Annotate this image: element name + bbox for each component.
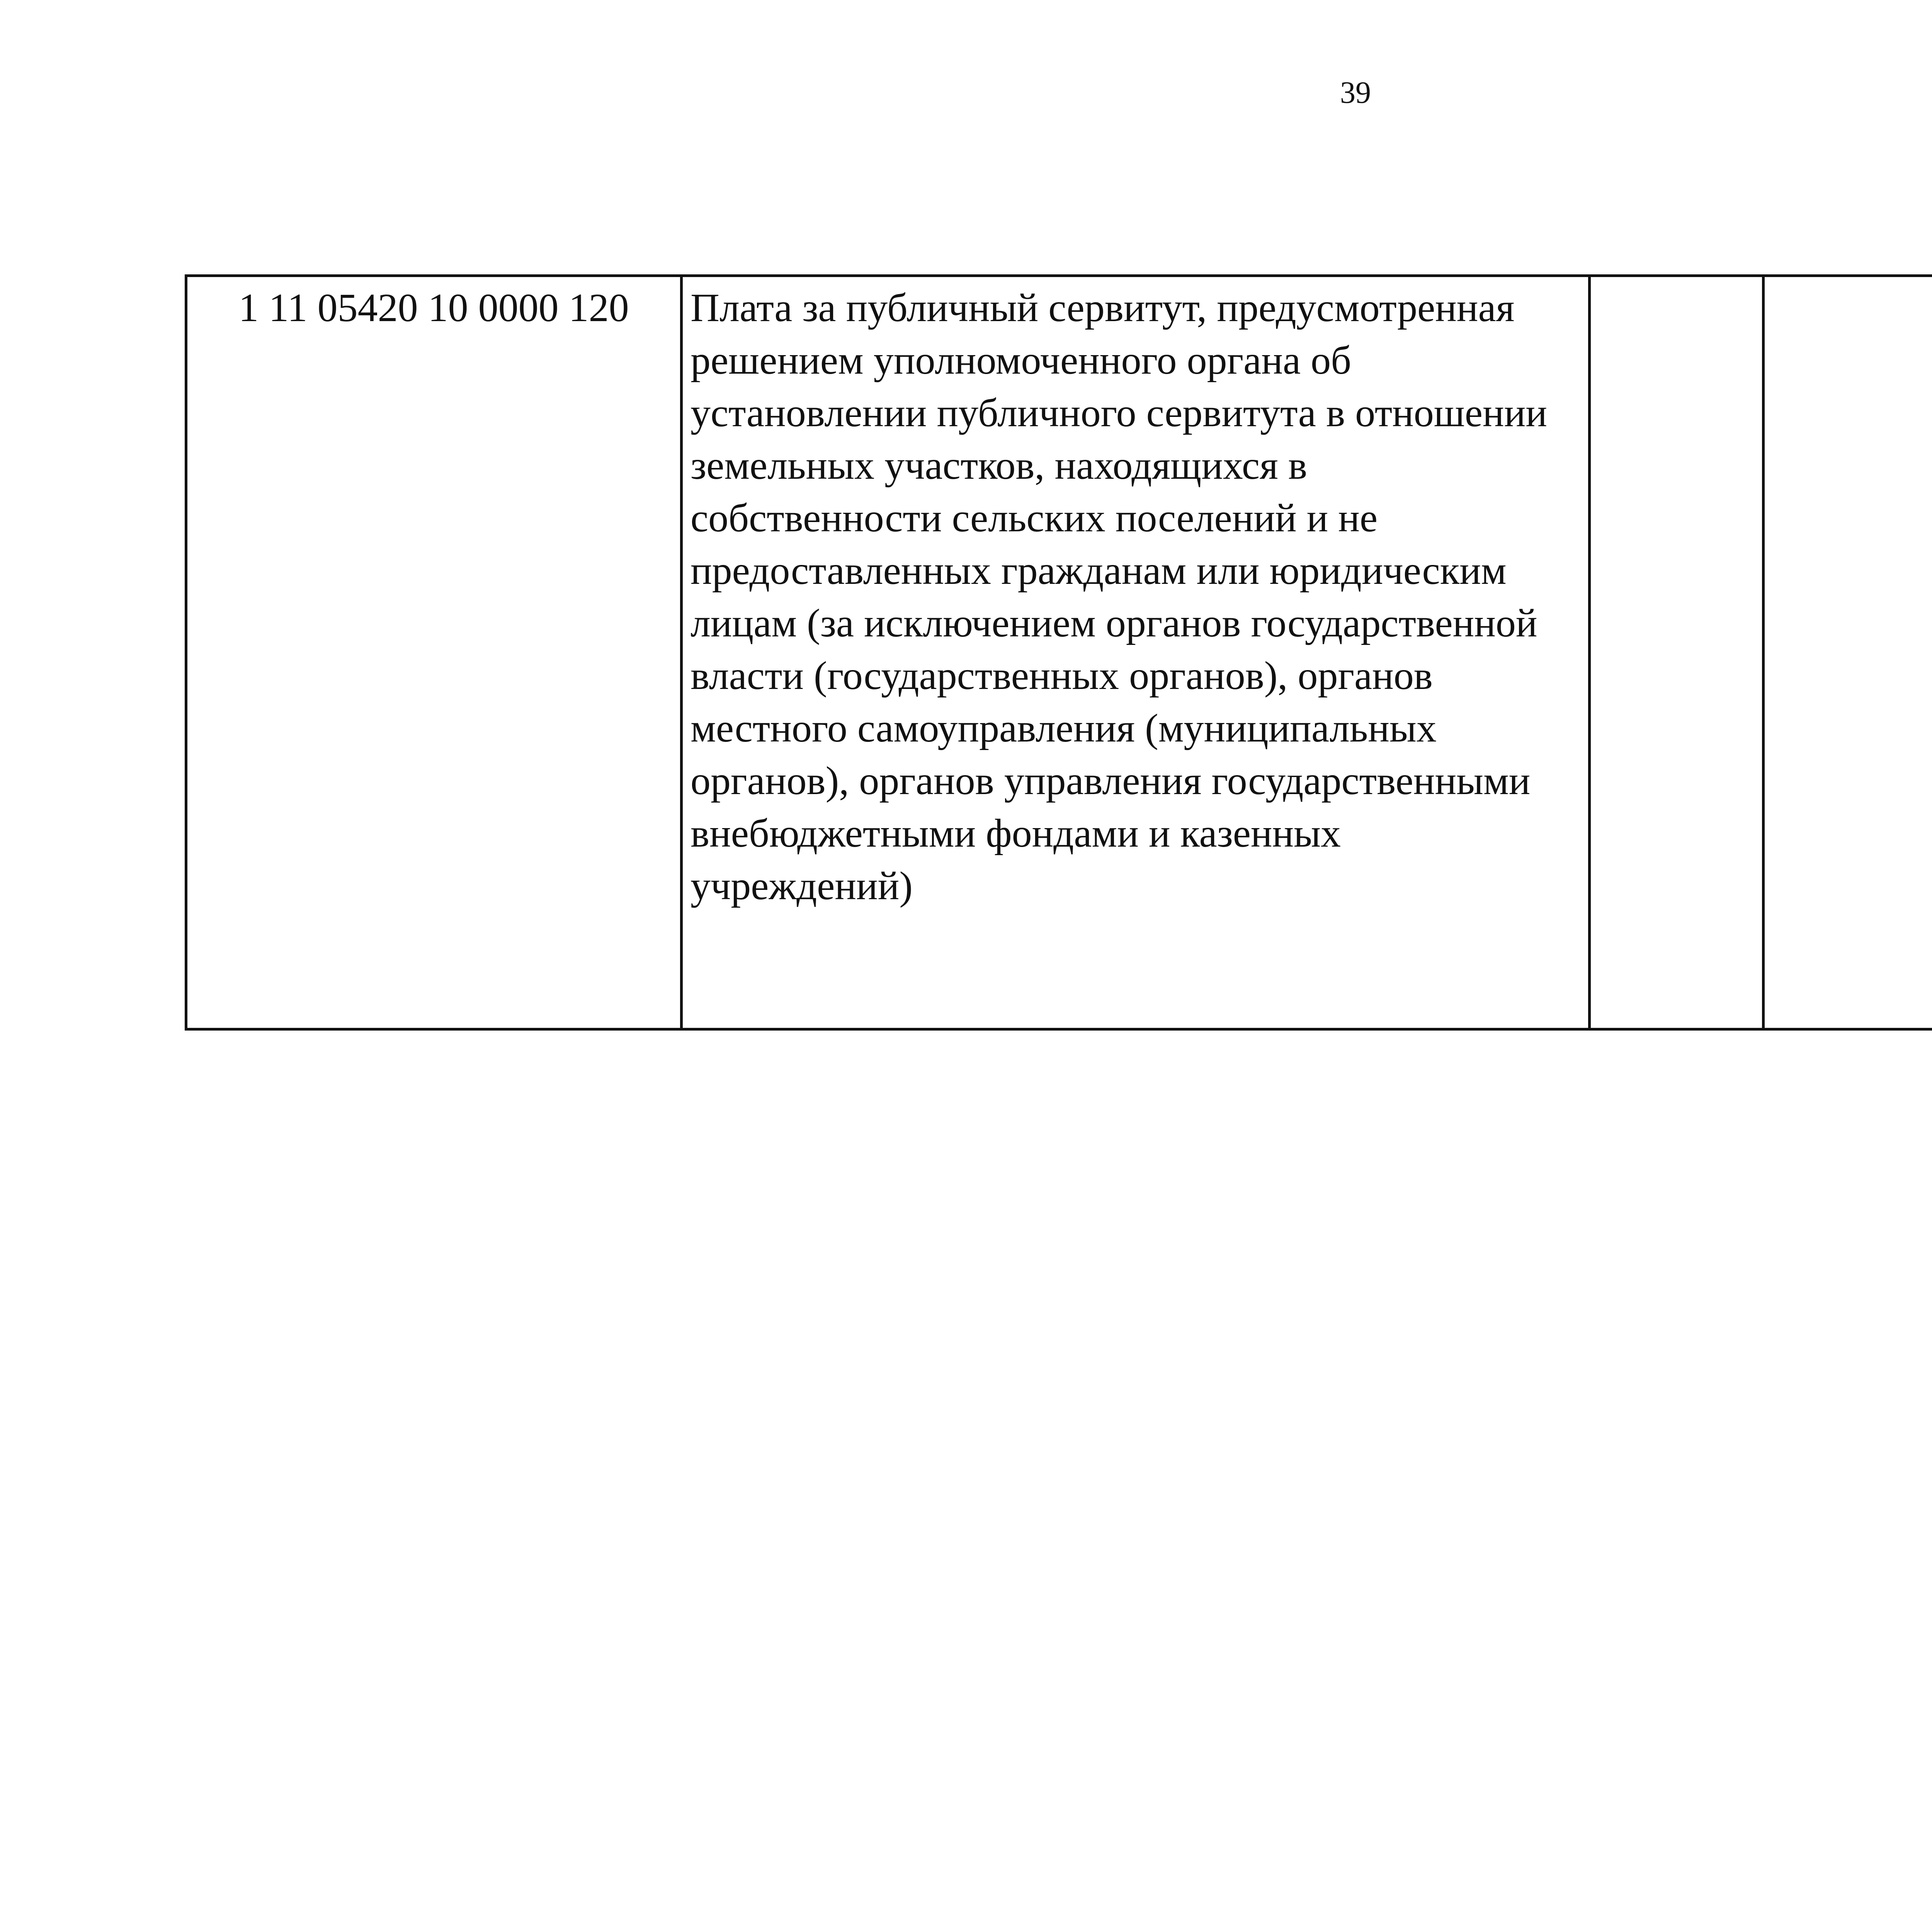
page-number: 39 [1340,76,1371,110]
description-cell: Плата за публичный сервитут, предусмотренная решением уполномоченного органа об установлении публичного сервитута в отношении земельных участков, находящихся в собственности сельских поселений и не предоставленных гражданам или юридическим лицам (за исключением органов государственной власти (государственных органов), органов местного самоуправления (муниципальных органов), органов управления государственными внебюджетными фондами и казенных учреждений) [682,276,1590,1029]
value-cell-2 [1764,276,1932,1029]
table-row [186,276,1932,1029]
budget-code-cell: 1 11 05420 10 0000 120 [186,276,682,1029]
budget-table [185,274,1932,1031]
value-cell-1 [1590,276,1764,1029]
